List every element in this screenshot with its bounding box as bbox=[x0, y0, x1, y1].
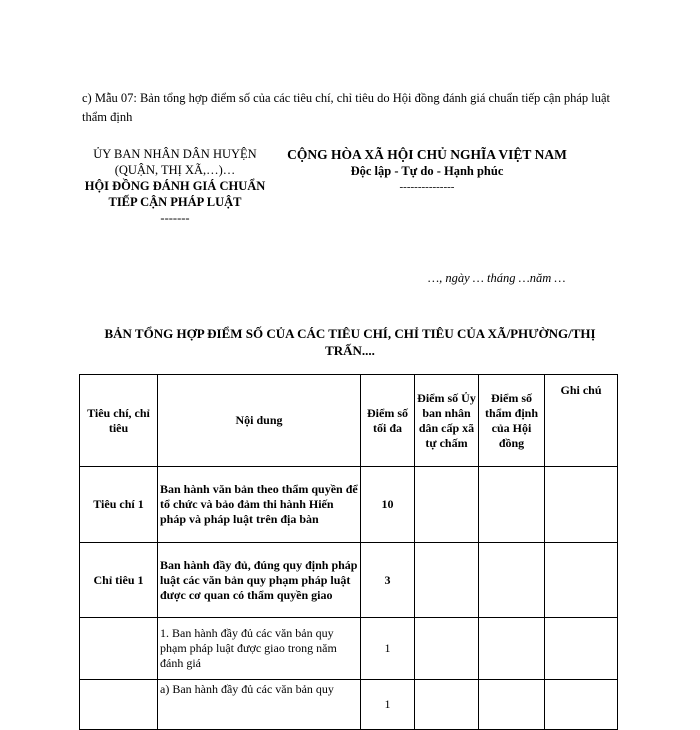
row-note bbox=[545, 618, 618, 680]
table-row bbox=[80, 680, 618, 730]
row-council-score bbox=[479, 618, 545, 680]
row-criterion: Tiêu chí 1 bbox=[80, 467, 158, 543]
row-note bbox=[545, 467, 618, 543]
row-criterion: Chỉ tiêu 1 bbox=[80, 543, 158, 618]
score-summary-table bbox=[79, 374, 618, 730]
table-row bbox=[80, 543, 618, 618]
date-line: …, ngày … tháng …năm … bbox=[428, 271, 566, 285]
header-self-score: Điểm số Ủy ban nhân dân cấp xã tự chấm bbox=[415, 375, 479, 467]
row-content: Ban hành văn bản theo thẩm quyền để tổ chức và bảo đảm thi hành Hiến pháp và pháp luật trên địa bàn bbox=[158, 467, 361, 543]
header-criterion: Tiêu chí, chỉ tiêu bbox=[80, 375, 158, 467]
row-max-score: 3 bbox=[361, 543, 415, 618]
row-self-score bbox=[415, 680, 479, 730]
national-motto: Độc lập - Tự do - Hạnh phúc bbox=[350, 164, 504, 178]
table-header-row bbox=[80, 375, 618, 467]
row-self-score bbox=[415, 543, 479, 618]
row-max-score: 1 bbox=[361, 680, 415, 730]
row-content: Ban hành đầy đủ, đúng quy định pháp luật các văn bản quy phạm pháp luật được cơ quan có thẩm quyền giao bbox=[158, 543, 361, 618]
row-council-score bbox=[479, 543, 545, 618]
authority-district: (QUẬN, THỊ XÃ,…)… bbox=[114, 163, 236, 177]
row-self-score bbox=[415, 618, 479, 680]
row-criterion bbox=[80, 618, 158, 680]
header-max-score: Điểm số tối đa bbox=[361, 375, 415, 467]
authority-name: ỦY BAN NHÂN DÂN HUYỆN bbox=[93, 147, 257, 161]
header-content: Nội dung bbox=[158, 375, 361, 467]
document-title: BẢN TỔNG HỢP ĐIỂM SỐ CỦA CÁC TIÊU CHÍ, CHỈ TIÊU CỦA XÃ/PHƯỜNG/THỊ TRẤN.... bbox=[104, 326, 596, 358]
row-council-score bbox=[479, 680, 545, 730]
header-note: Ghi chú bbox=[545, 375, 618, 467]
header-council-score: Điểm số thẩm định của Hội đồng bbox=[479, 375, 545, 467]
row-council-score bbox=[479, 467, 545, 543]
row-content: a) Ban hành đầy đủ các văn bản quy bbox=[158, 680, 361, 730]
row-max-score: 1 bbox=[361, 618, 415, 680]
right-divider: --------------- bbox=[399, 181, 455, 193]
national-header bbox=[272, 146, 582, 194]
row-max-score: 10 bbox=[361, 467, 415, 543]
country-name: CỘNG HÒA XÃ HỘI CHỦ NGHĨA VIỆT NAM bbox=[287, 147, 567, 162]
row-criterion bbox=[80, 680, 158, 730]
row-content: 1. Ban hành đầy đủ các văn bản quy phạm pháp luật được giao trong năm đánh giá bbox=[158, 618, 361, 680]
council-name: HỘI ĐỒNG ĐÁNH GIÁ CHUẨN TIẾP CẬN PHÁP LUẬT bbox=[84, 179, 266, 209]
row-note bbox=[545, 680, 618, 730]
table-row bbox=[80, 618, 618, 680]
intro-caption: c) Mẫu 07: Bản tổng hợp điểm số của các tiêu chí, chỉ tiêu do Hội đồng đánh giá chuẩn tiếp cận pháp luật thẩm định bbox=[82, 91, 610, 124]
table-row bbox=[80, 467, 618, 543]
row-note bbox=[545, 543, 618, 618]
issuing-authority-header bbox=[82, 146, 268, 226]
left-divider: ------- bbox=[160, 211, 190, 225]
row-self-score bbox=[415, 467, 479, 543]
